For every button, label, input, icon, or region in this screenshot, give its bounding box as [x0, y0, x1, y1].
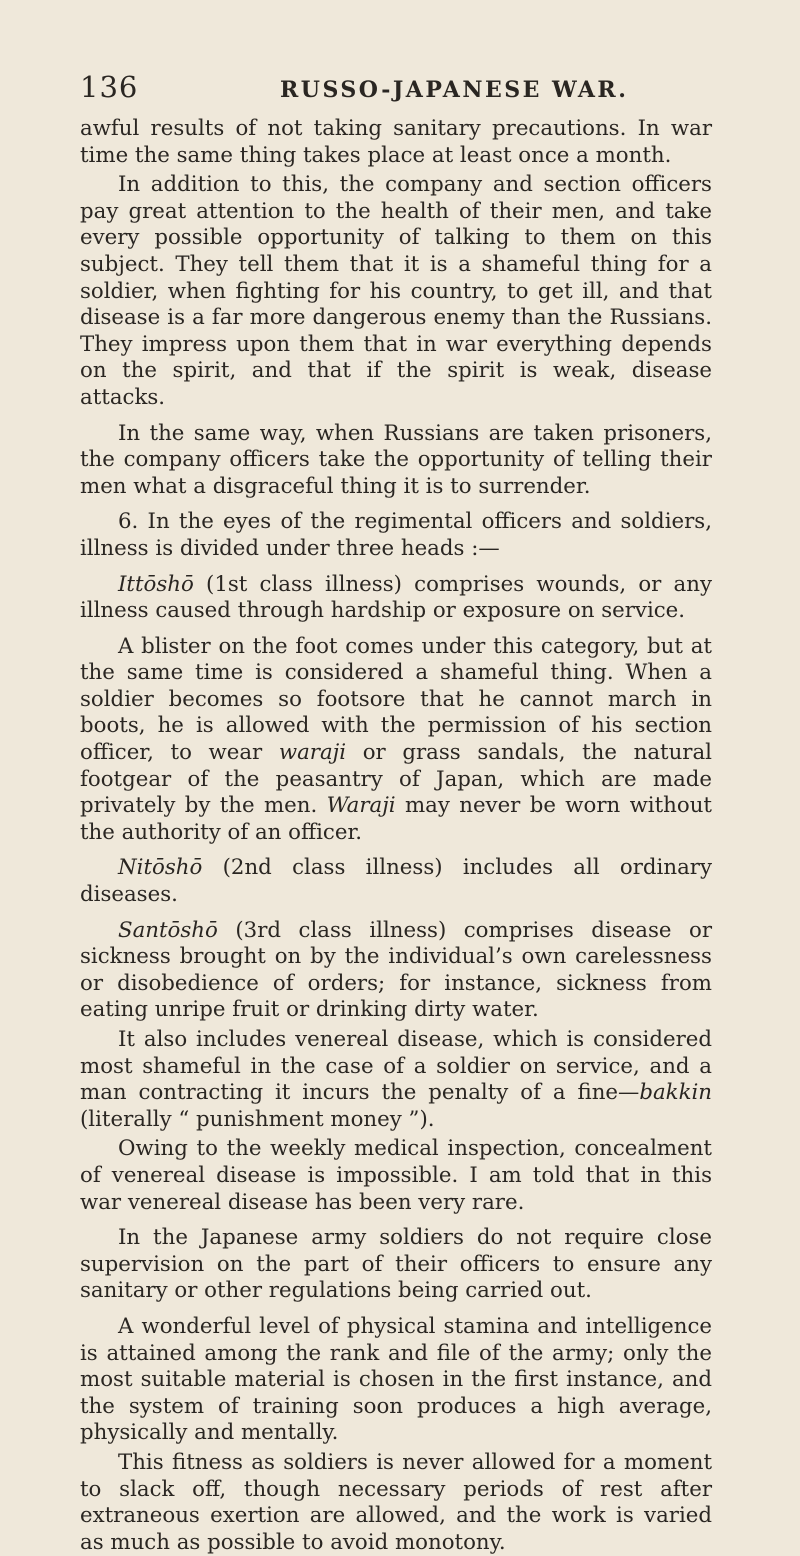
- text-run: A wonderful level of physical stamina and intelligence is attained among the rank and file of the army; only the most suitable material is chosen in the first instance, and the system of training soon produces a high average, physically and mentally.: [80, 1313, 712, 1446]
- text-run: (1st class illness) comprises wounds, or any illness caused through hardship or exposure on service.: [80, 571, 712, 624]
- paragraph: [80, 1225, 712, 1305]
- paragraph: [80, 1136, 712, 1216]
- page-header: [80, 70, 712, 106]
- text-run: In addition to this, the company and section officers pay great attention to the health of their men, and take every possible opportunity of talking to them on this subject. They tell them that it is a shameful thing for a soldier, when fighting for his country, to get ill, and that disease is a far more dangerous enemy than the Russians. They impress upon them that in war everything depends on the spirit, and that if the spirit is weak, disease attacks.: [80, 172, 712, 410]
- italic-term: Nitōshō: [118, 855, 203, 881]
- paragraph: [80, 1027, 712, 1133]
- text-run: or grass sandals, the natural footgear of the peasantry of Japan, which are made privately by the men.: [80, 740, 712, 819]
- text-run: may never be worn without the authority of an officer.: [80, 793, 712, 845]
- text-run: (literally “ punishment money ”).: [80, 1106, 435, 1132]
- italic-term: Ittōshō: [118, 571, 194, 597]
- paragraph: [80, 421, 712, 501]
- italic-term: bakkin: [639, 1080, 712, 1106]
- paragraph: [80, 634, 712, 847]
- paragraph: [80, 572, 712, 625]
- text-run: This fitness as soldiers is never allowed for a moment to slack off, though necessary periods of rest after extraneous exertion are allowed, and the work is varied as much as possible to avoid monotony.: [80, 1449, 712, 1555]
- text-run: In the same way, when Russians are taken prisoners, the company officers take the opportunity of telling their men what a disgraceful thing it is to surrender.: [80, 420, 712, 499]
- text-run: A blister on the foot comes under this category, but at the same time is considered a shameful thing. When a soldier becomes so footsore that he cannot march in boots, he is allowed with the permission of his section officer, to wear: [80, 633, 712, 766]
- running-title: RUSSO-JAPANESE WAR.: [280, 77, 629, 103]
- paragraph: [80, 172, 712, 411]
- text-run: (2nd class illness) includes all ordinary diseases.: [80, 855, 712, 908]
- paragraph: [80, 1450, 712, 1556]
- page-number: 136: [80, 70, 139, 104]
- text-run: In the Japanese army soldiers do not require close supervision on the part of their officers to ensure any sanitary or other regulations being carried out.: [80, 1225, 712, 1304]
- text-run: Owing to the weekly medical inspection, concealment of venereal disease is impossible. I am told that in this war venereal disease has been very rare.: [80, 1136, 712, 1215]
- text-run: 6. In the eyes of the regimental officers and soldiers, illness is divided under three heads :—: [80, 509, 712, 561]
- paragraph: [80, 855, 712, 908]
- body-text: [80, 116, 712, 1556]
- italic-term: waraji: [278, 740, 347, 766]
- text-run: awful results of not taking sanitary precautions. In war time the same thing takes place at least once a month.: [80, 116, 712, 168]
- text-run: (3rd class illness) comprises disease or sickness brought on by the individual’s own carelessness or disobedience of orders; for instance, sickness from eating unripe fruit or drinking dirty water.: [80, 917, 712, 1023]
- paragraph: [80, 1314, 712, 1447]
- paragraph: [80, 918, 712, 1024]
- text-run: It also includes venereal disease, which is considered most shameful in the case of a soldier on service, and a man contracting it incurs the penalty of a fine—: [80, 1027, 712, 1106]
- italic-term: Waraji: [326, 793, 396, 819]
- paragraph: [80, 116, 712, 169]
- italic-term: Santōshō: [118, 917, 218, 943]
- paragraph: [80, 509, 712, 562]
